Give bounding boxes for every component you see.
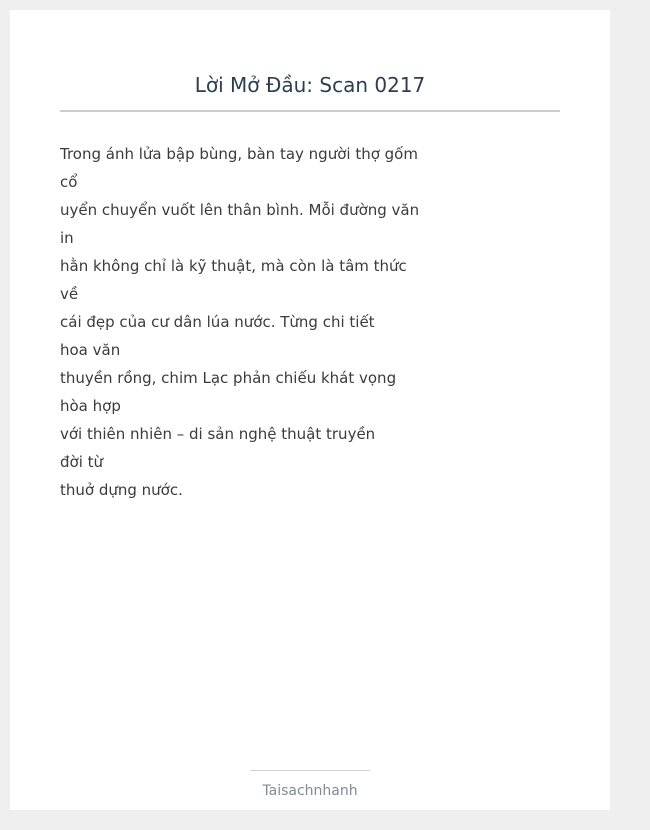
- footer-divider: [250, 770, 370, 771]
- page-footer: [10, 770, 610, 801]
- text-line: cái đẹp của cư dân lúa nước. Từng chi tiết: [60, 313, 375, 331]
- text-line: đời từ: [60, 453, 104, 471]
- text-line: hằn không chỉ là kỹ thuật, mà còn là tâm thức: [60, 257, 407, 275]
- text-line: về: [60, 285, 79, 303]
- text-line: với thiên nhiên – di sản nghệ thuật truyền: [60, 425, 376, 443]
- text-line: uyển chuyển vuốt lên thân bình. Mỗi đường văn: [60, 201, 420, 219]
- text-line: hòa hợp: [60, 397, 121, 415]
- page-title: Lời Mở Đầu: Scan 0217: [194, 73, 426, 97]
- text-line: Trong ánh lửa bập bùng, bàn tay người thợ gốm: [60, 145, 418, 163]
- body-text: [60, 140, 420, 504]
- text-line: hoa văn: [60, 341, 121, 359]
- text-line: thuở dựng nước.: [60, 481, 183, 499]
- text-line: in: [60, 229, 74, 247]
- title-divider: [60, 110, 560, 112]
- document-page: [10, 10, 610, 810]
- text-line: cổ: [60, 173, 78, 191]
- text-line: thuyền rồng, chim Lạc phản chiếu khát vọng: [60, 369, 397, 387]
- footer-text: Taisachnhanh: [262, 783, 358, 799]
